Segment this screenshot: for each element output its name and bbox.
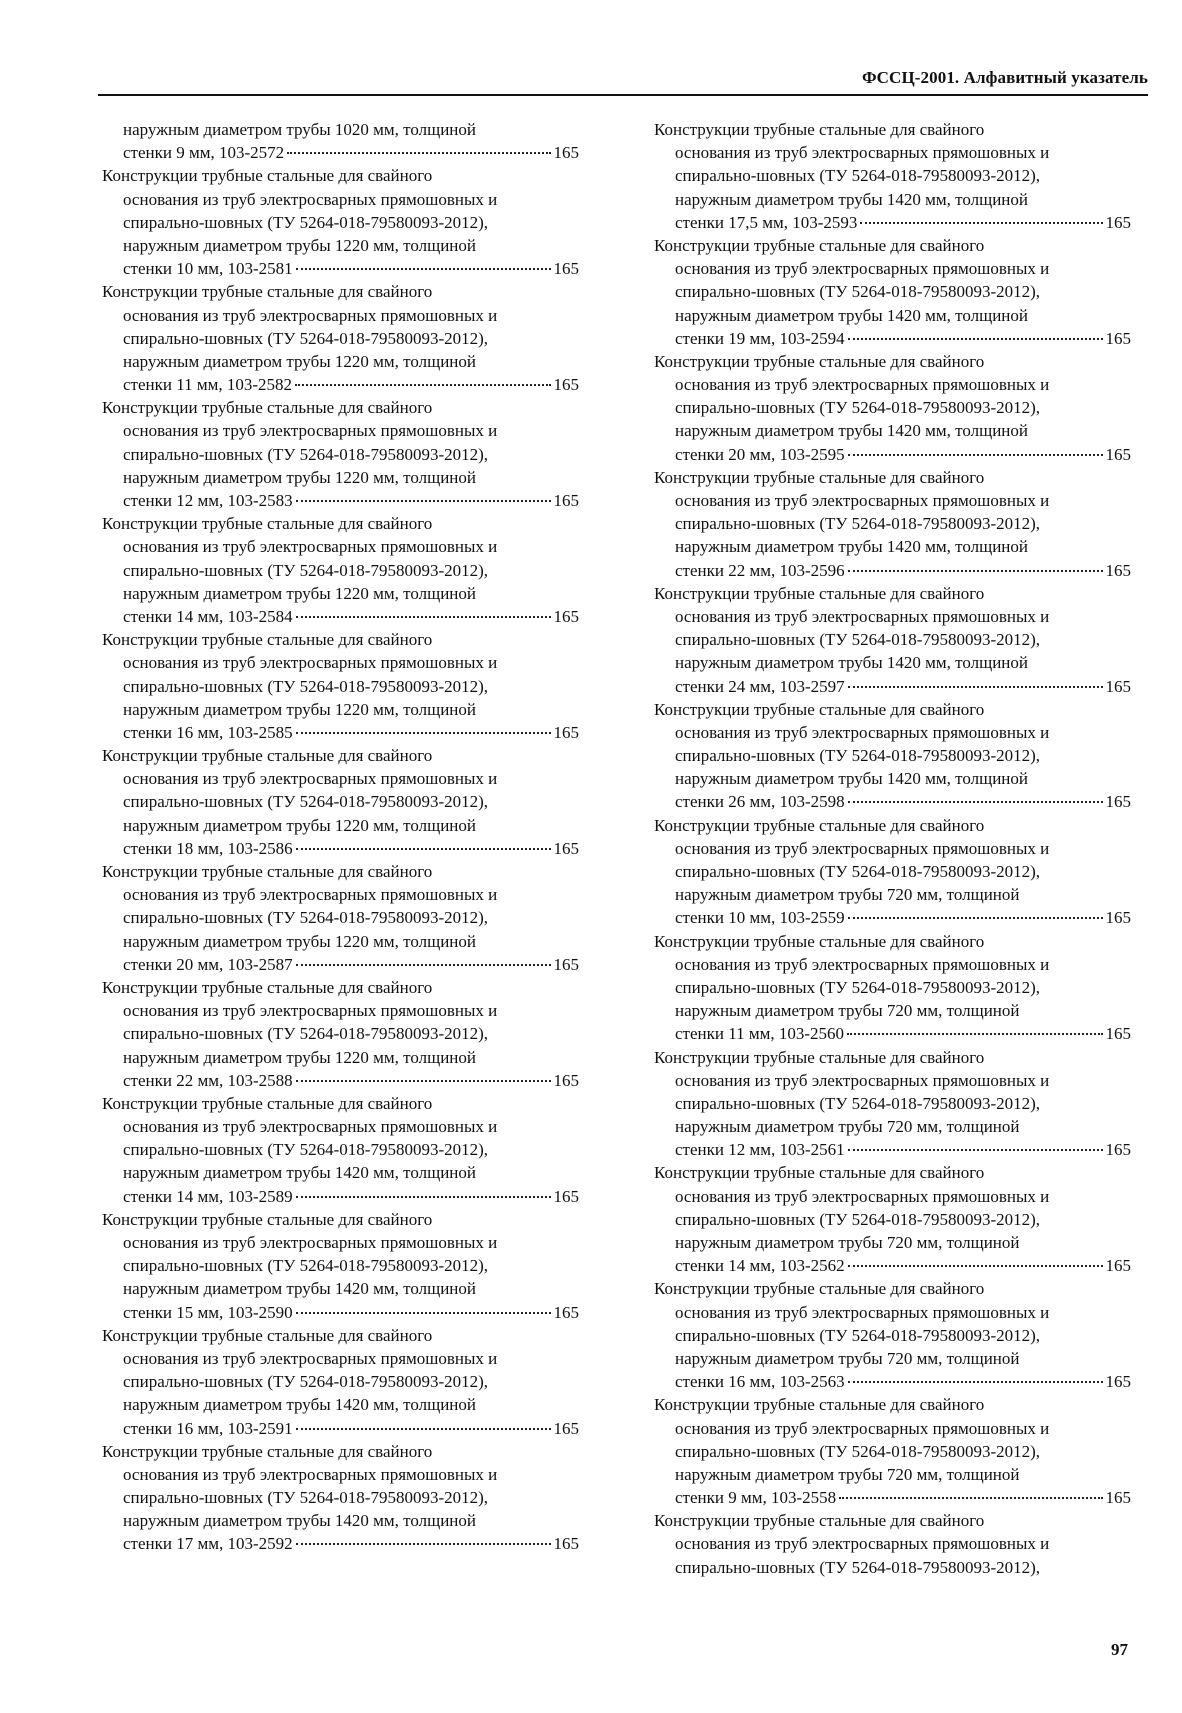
entry-line: спирально-шовных (ТУ 5264-018-79580093-2012), (675, 1093, 1041, 1113)
entry-line: спирально-шовных (ТУ 5264-018-79580093-2012), (123, 1256, 489, 1276)
entry-line: Конструкции трубные стальные для свайного (102, 630, 433, 650)
entry-page-ref: 165 (1105, 908, 1131, 928)
entry-page-ref: 165 (1105, 212, 1131, 232)
entry-last-line (102, 1185, 579, 1208)
entry-line: спирально-шовных (ТУ 5264-018-79580093-2012), (675, 282, 1041, 302)
entry-page-ref: 165 (553, 1302, 579, 1322)
entry-page-ref: 165 (553, 838, 579, 858)
entry-line: основания из труб электросварных прямошовных и (123, 421, 498, 441)
entry-page-ref: 165 (553, 1186, 579, 1206)
dot-leader (860, 222, 1102, 224)
index-entry (654, 466, 1131, 582)
entry-line: основания из труб электросварных прямошовных и (675, 1302, 1050, 1322)
entry-page-ref: 165 (553, 375, 579, 395)
entry-page-ref: 165 (1105, 1256, 1131, 1276)
index-entry (654, 930, 1131, 1046)
entry-line: спирально-шовных (ТУ 5264-018-79580093-2012), (675, 630, 1041, 650)
index-entry (654, 118, 1131, 234)
entry-line: Конструкции трубные стальные для свайного (102, 862, 433, 881)
entry-last-line (102, 721, 579, 744)
entry-page-ref: 165 (1105, 676, 1131, 696)
entry-page-ref: 165 (1105, 792, 1131, 812)
entry-code: стенки 14 мм, 103-2562 (675, 1256, 845, 1276)
entry-last-line (102, 1532, 579, 1555)
entry-last-line (102, 373, 579, 396)
index-entry (102, 118, 579, 164)
entry-line: Конструкции трубные стальные для свайного (654, 351, 985, 371)
entry-line: основания из труб электросварных прямошовных и (675, 954, 1050, 974)
index-entry (654, 582, 1131, 698)
dot-leader (296, 1080, 551, 1082)
entry-line: наружным диаметром трубы 720 мм, толщиной (675, 1117, 1020, 1137)
entry-last-line (654, 1138, 1131, 1161)
index-entry (654, 1046, 1131, 1162)
entry-line: основания из труб электросварных прямошовных и (675, 1418, 1050, 1438)
entry-page-ref: 165 (1105, 560, 1131, 580)
entry-code: стенки 9 мм, 103-2572 (123, 143, 285, 163)
entry-code: стенки 16 мм, 103-2585 (123, 722, 293, 742)
entry-line: наружным диаметром трубы 1220 мм, толщиной (123, 583, 477, 603)
entry-page-ref: 165 (553, 606, 579, 626)
entry-line: Конструкции трубные стальные для свайного (654, 1163, 985, 1183)
entry-page-ref: 165 (553, 1418, 579, 1438)
entry-line: спирально-шовных (ТУ 5264-018-79580093-2012), (123, 676, 489, 696)
entry-code: стенки 26 мм, 103-2598 (675, 792, 845, 812)
entry-line: основания из труб электросварных прямошовных и (123, 1117, 498, 1137)
entry-code: стенки 12 мм, 103-2561 (675, 1140, 845, 1160)
entry-line: спирально-шовных (ТУ 5264-018-79580093-2012), (675, 1441, 1041, 1461)
entry-line: основания из труб электросварных прямошовных и (123, 1233, 498, 1252)
entry-code: стенки 14 мм, 103-2584 (123, 606, 293, 626)
entry-code: стенки 12 мм, 103-2583 (123, 491, 293, 510)
entry-page-ref: 165 (1105, 328, 1131, 348)
entry-line: Конструкции трубные стальные для свайного (654, 120, 985, 139)
entry-line: спирально-шовных (ТУ 5264-018-79580093-2012), (123, 1372, 489, 1392)
entry-line: спирально-шовных (ТУ 5264-018-79580093-2012), (675, 977, 1041, 997)
entry-line: спирально-шовных (ТУ 5264-018-79580093-2012), (123, 444, 489, 464)
entry-line: наружным диаметром трубы 1220 мм, толщиной (123, 815, 477, 835)
entry-page-ref: 165 (553, 143, 579, 163)
index-entry (102, 164, 579, 280)
entry-page-ref: 165 (1105, 1372, 1131, 1392)
dot-leader (296, 732, 551, 734)
entry-last-line (102, 141, 579, 164)
dot-leader (848, 686, 1103, 688)
entry-line: наружным диаметром трубы 1420 мм, толщиной (675, 537, 1029, 557)
entry-line: основания из труб электросварных прямошовных и (675, 1186, 1050, 1206)
entry-last-line (654, 1486, 1131, 1509)
entry-line: спирально-шовных (ТУ 5264-018-79580093-2012), (123, 560, 489, 580)
dot-leader (848, 1381, 1103, 1383)
entry-page-ref: 165 (1105, 1488, 1131, 1508)
entry-code: стенки 24 мм, 103-2597 (675, 676, 845, 696)
entry-code: стенки 20 мм, 103-2595 (675, 444, 845, 464)
entry-line: спирально-шовных (ТУ 5264-018-79580093-2012), (123, 1140, 489, 1160)
entry-line: Конструкции трубные стальные для свайного (102, 514, 433, 534)
entry-last-line (654, 1370, 1131, 1393)
header-title: ФССЦ-2001. Алфавитный указатель (861, 68, 1148, 87)
entry-line: спирально-шовных (ТУ 5264-018-79580093-2012), (675, 1325, 1041, 1345)
entry-line: наружным диаметром трубы 1420 мм, толщиной (675, 189, 1029, 209)
entry-page-ref: 165 (553, 491, 579, 510)
entry-last-line (102, 489, 579, 512)
entry-line: основания из труб электросварных прямошовных и (123, 653, 498, 673)
index-entry (102, 976, 579, 1092)
index-entry (102, 628, 579, 744)
entry-line: основания из труб электросварных прямошовных и (123, 537, 498, 557)
entry-code: стенки 22 мм, 103-2596 (675, 560, 845, 580)
dot-leader (287, 152, 550, 154)
entry-last-line (102, 257, 579, 280)
entry-page-ref: 165 (553, 954, 579, 974)
entry-line: основания из труб электросварных прямошовных и (123, 769, 498, 789)
entry-code: стенки 22 мм, 103-2588 (123, 1070, 293, 1090)
entry-last-line (654, 443, 1131, 466)
entry-last-line (654, 1022, 1131, 1045)
entry-line: Конструкции трубные стальные для свайного (654, 583, 985, 603)
entry-line: спирально-шовных (ТУ 5264-018-79580093-2012), (123, 1488, 489, 1508)
entry-line: наружным диаметром трубы 1420 мм, толщиной (123, 1279, 477, 1299)
entry-line: наружным диаметром трубы 1220 мм, толщиной (123, 699, 477, 719)
entry-page-ref: 165 (1105, 444, 1131, 464)
dot-leader (848, 1265, 1103, 1267)
entry-code: стенки 17,5 мм, 103-2593 (675, 212, 858, 232)
entry-line: спирально-шовных (ТУ 5264-018-79580093-2012), (123, 792, 489, 812)
entry-line: Конструкции трубные стальные для свайного (654, 699, 985, 719)
index-entry (102, 280, 579, 396)
entry-last-line (102, 953, 579, 976)
entry-line: спирально-шовных (ТУ 5264-018-79580093-2012), (675, 1557, 1041, 1577)
entry-page-ref: 165 (1105, 1024, 1131, 1044)
entry-last-line (102, 1069, 579, 1092)
dot-leader (848, 338, 1103, 340)
entry-line: основания из труб электросварных прямошовных и (675, 375, 1050, 395)
entry-line: основания из труб электросварных прямошовных и (675, 259, 1050, 279)
entry-line: наружным диаметром трубы 1420 мм, толщиной (675, 769, 1029, 789)
entry-code: стенки 20 мм, 103-2587 (123, 954, 293, 974)
entry-code: стенки 16 мм, 103-2591 (123, 1418, 293, 1438)
entry-line: основания из труб электросварных прямошовных и (123, 1464, 498, 1484)
entry-code: стенки 14 мм, 103-2589 (123, 1186, 293, 1206)
index-entry (654, 1393, 1131, 1509)
entry-line: наружным диаметром трубы 720 мм, толщиной (675, 885, 1020, 905)
entry-code: стенки 19 мм, 103-2594 (675, 328, 845, 348)
entry-last-line (102, 1417, 579, 1440)
entry-line: основания из труб электросварных прямошовных и (123, 1001, 498, 1021)
entry-code: стенки 16 мм, 103-2563 (675, 1372, 845, 1392)
index-entry (654, 234, 1131, 350)
dot-leader (848, 801, 1103, 803)
index-entry (654, 1161, 1131, 1277)
entry-code: стенки 11 мм, 103-2560 (675, 1024, 845, 1044)
entry-code: стенки 11 мм, 103-2582 (123, 375, 293, 395)
entry-line: основания из труб электросварных прямошовных и (675, 1070, 1050, 1090)
entry-line: наружным диаметром трубы 1220 мм, толщиной (123, 1047, 477, 1067)
entry-last-line (654, 790, 1131, 813)
entry-line: спирально-шовных (ТУ 5264-018-79580093-2012), (123, 212, 489, 232)
dot-leader (296, 616, 551, 618)
entry-line: основания из труб электросварных прямошовных и (123, 1348, 498, 1368)
page-number: 97 (1111, 1640, 1128, 1659)
index-entry (654, 814, 1131, 930)
entry-line: Конструкции трубные стальные для свайного (102, 1093, 433, 1113)
entry-line: основания из труб электросварных прямошовных и (123, 305, 498, 325)
entry-line: Конструкции трубные стальные для свайного (102, 1209, 433, 1229)
entry-line: наружным диаметром трубы 1220 мм, толщиной (123, 467, 477, 487)
entry-line: Конструкции трубные стальные для свайного (654, 815, 985, 835)
running-header (98, 66, 1148, 96)
entry-line: наружным диаметром трубы 1420 мм, толщиной (123, 1511, 477, 1531)
dot-leader (295, 384, 550, 386)
index-entry (654, 350, 1131, 466)
index-entry (102, 860, 579, 976)
entry-last-line (102, 837, 579, 860)
entry-line: наружным диаметром трубы 1220 мм, толщиной (123, 931, 477, 951)
entry-line: наружным диаметром трубы 1020 мм, толщиной (123, 120, 477, 139)
dot-leader (296, 1428, 551, 1430)
entry-page-ref: 165 (553, 1070, 579, 1090)
index-entry (654, 698, 1131, 814)
entry-page-ref: 165 (553, 1534, 579, 1554)
entry-line: наружным диаметром трубы 1420 мм, толщиной (675, 653, 1029, 673)
dot-leader (296, 268, 551, 270)
entry-last-line (654, 211, 1131, 234)
dot-leader (296, 964, 551, 966)
entry-line: Конструкции трубные стальные для свайного (102, 746, 433, 766)
entry-line: основания из труб электросварных прямошовных и (123, 885, 498, 905)
entry-code: стенки 15 мм, 103-2590 (123, 1302, 293, 1322)
entry-line: Конструкции трубные стальные для свайного (654, 1511, 985, 1531)
dot-leader (848, 917, 1103, 919)
entry-line: спирально-шовных (ТУ 5264-018-79580093-2012), (675, 398, 1041, 418)
entry-line: Конструкции трубные стальные для свайного (102, 398, 433, 418)
entry-line: спирально-шовных (ТУ 5264-018-79580093-2012), (123, 908, 489, 928)
entry-line: Конструкции трубные стальные для свайного (102, 166, 433, 186)
entry-code: стенки 17 мм, 103-2592 (123, 1534, 293, 1554)
entry-line: Конструкции трубные стальные для свайного (102, 977, 433, 997)
entry-line: спирально-шовных (ТУ 5264-018-79580093-2012), (675, 862, 1041, 881)
dot-leader (848, 1149, 1103, 1151)
entry-last-line (654, 327, 1131, 350)
index-entry (102, 512, 579, 628)
entry-line: наружным диаметром трубы 1420 мм, толщиной (675, 305, 1029, 325)
dot-leader (847, 1033, 1102, 1035)
entry-line: Конструкции трубные стальные для свайного (102, 282, 433, 302)
entry-page-ref: 165 (553, 722, 579, 742)
entry-code: стенки 10 мм, 103-2559 (675, 908, 845, 928)
index-entry (102, 1092, 579, 1208)
entry-line: наружным диаметром трубы 720 мм, толщиной (675, 1464, 1020, 1484)
entry-last-line (654, 1254, 1131, 1277)
entry-line: наружным диаметром трубы 1420 мм, толщиной (123, 1163, 477, 1183)
entry-line: спирально-шовных (ТУ 5264-018-79580093-2012), (675, 746, 1041, 766)
dot-leader (296, 500, 551, 502)
entry-line: наружным диаметром трубы 1420 мм, толщиной (123, 1395, 477, 1415)
entry-line: Конструкции трубные стальные для свайного (102, 1441, 433, 1461)
index-entry (102, 396, 579, 512)
entry-code: стенки 18 мм, 103-2586 (123, 838, 293, 858)
index-entry (102, 1324, 579, 1440)
entry-last-line (654, 675, 1131, 698)
entry-last-line (102, 605, 579, 628)
entry-line: основания из труб электросварных прямошовных и (675, 722, 1050, 742)
entry-line: основания из труб электросварных прямошовных и (123, 189, 498, 209)
entry-line: Конструкции трубные стальные для свайного (654, 931, 985, 951)
dot-leader (296, 1196, 551, 1198)
entry-line: основания из труб электросварных прямошовных и (675, 143, 1050, 163)
entry-line: основания из труб электросварных прямошовных и (675, 606, 1050, 626)
entry-line: спирально-шовных (ТУ 5264-018-79580093-2012), (675, 514, 1041, 534)
entry-code: стенки 9 мм, 103-2558 (675, 1488, 837, 1508)
entry-line: наружным диаметром трубы 720 мм, толщиной (675, 1001, 1020, 1021)
entry-line: основания из труб электросварных прямошовных и (675, 491, 1050, 510)
entry-line: Конструкции трубные стальные для свайного (654, 235, 985, 255)
index-entry (102, 1440, 579, 1556)
entry-line: Конструкции трубные стальные для свайного (102, 1325, 433, 1345)
entry-line: спирально-шовных (ТУ 5264-018-79580093-2012), (675, 166, 1041, 186)
entry-last-line (102, 1301, 579, 1324)
entry-line: наружным диаметром трубы 720 мм, толщиной (675, 1233, 1020, 1252)
entry-line: наружным диаметром трубы 1220 мм, толщиной (123, 351, 477, 371)
entry-page-ref: 165 (553, 259, 579, 279)
dot-leader (296, 1543, 551, 1545)
dot-leader (296, 848, 551, 850)
entry-page-ref: 165 (1105, 1140, 1131, 1160)
entry-last-line (654, 559, 1131, 582)
entry-line: Конструкции трубные стальные для свайного (654, 1395, 985, 1415)
entry-line: основания из труб электросварных прямошовных и (675, 1534, 1050, 1554)
dot-leader (848, 570, 1103, 572)
entry-line: наружным диаметром трубы 1220 мм, толщиной (123, 235, 477, 255)
index-entry (102, 1208, 579, 1324)
index-entry (654, 1277, 1131, 1393)
index-entry (102, 744, 579, 860)
entry-line: Конструкции трубные стальные для свайного (654, 1279, 985, 1299)
entry-last-line (654, 906, 1131, 929)
entry-line: Конструкции трубные стальные для свайного (654, 467, 985, 487)
entry-line: спирально-шовных (ТУ 5264-018-79580093-2012), (123, 328, 489, 348)
entry-line: спирально-шовных (ТУ 5264-018-79580093-2012), (123, 1024, 489, 1044)
dot-leader (839, 1497, 1102, 1499)
entry-line: наружным диаметром трубы 720 мм, толщиной (675, 1348, 1020, 1368)
index-entry (654, 1509, 1131, 1579)
entry-line: наружным диаметром трубы 1420 мм, толщиной (675, 421, 1029, 441)
index-column-right (654, 118, 1131, 1579)
entry-code: стенки 10 мм, 103-2581 (123, 259, 293, 279)
entry-line: основания из труб электросварных прямошовных и (675, 838, 1050, 858)
dot-leader (296, 1312, 551, 1314)
dot-leader (848, 454, 1103, 456)
entry-line: спирально-шовных (ТУ 5264-018-79580093-2012), (675, 1209, 1041, 1229)
index-column-left (102, 118, 579, 1556)
entry-line: Конструкции трубные стальные для свайного (654, 1047, 985, 1067)
